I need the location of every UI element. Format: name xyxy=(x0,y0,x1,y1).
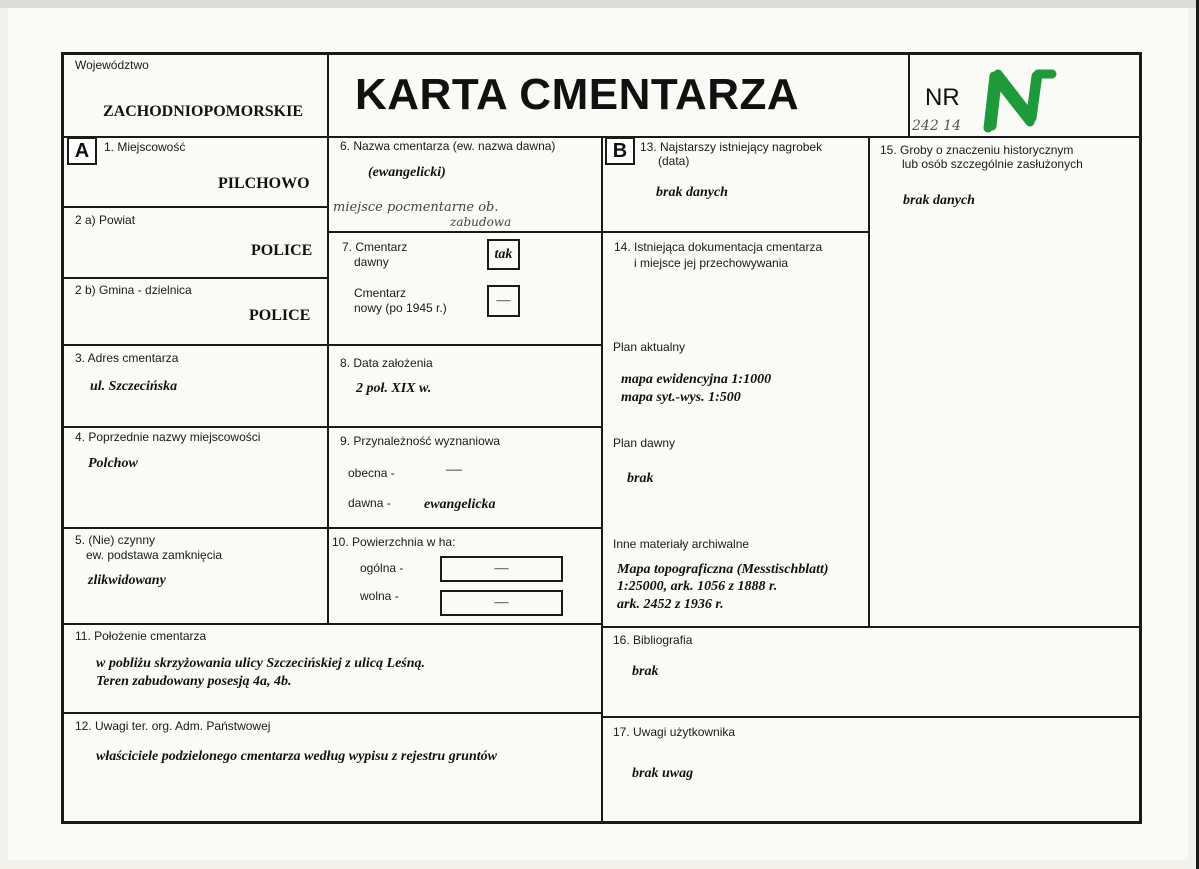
plan-aktualny-value-1: mapa ewidencyjna 1:1000 xyxy=(621,372,772,387)
f9-obecna-value: — xyxy=(446,461,462,478)
wojewodztwo-value: ZACHODNIOPOMORSKIE xyxy=(103,103,304,120)
f9-obecna-label: obecna - xyxy=(348,466,395,480)
f9-dawna-label: dawna - xyxy=(348,496,391,510)
f5-label-1: 5. (Nie) czynny xyxy=(75,533,156,547)
f11-label: 11. Położenie cmentarza xyxy=(75,629,207,643)
f4-label: 4. Poprzednie nazwy miejscowości xyxy=(75,430,261,444)
grid-line xyxy=(327,54,329,624)
f11-value-1: w pobliżu skrzyżowania ulicy Szczecińskiej z ulicą Leśną. xyxy=(96,656,426,671)
nr-handwritten: 242 14 xyxy=(912,118,961,134)
f2b-value: POLICE xyxy=(249,307,311,324)
f3-value: ul. Szczecińska xyxy=(90,379,178,394)
grid-line xyxy=(603,626,1140,628)
f10-wolna-label: wolna - xyxy=(360,589,399,603)
grid-line xyxy=(63,623,603,625)
page-title: KARTA CMENTARZA xyxy=(355,70,800,119)
f14-label-2: i miejsce jej przechowywania xyxy=(634,256,789,270)
section-b-marker: B xyxy=(605,137,635,165)
plan-dawny-label: Plan dawny xyxy=(613,436,676,450)
f6-label: 6. Nazwa cmentarza (ew. nazwa dawna) xyxy=(340,139,556,153)
section-a-marker: A xyxy=(67,137,97,165)
f8-label: 8. Data założenia xyxy=(340,356,433,370)
f7-dawny-box: tak xyxy=(487,239,520,270)
f6-handwritten-2: zabudowa xyxy=(450,215,512,229)
nr-label: NR xyxy=(925,84,960,111)
grid-line xyxy=(603,716,1140,718)
f10-label: 10. Powierzchnia w ha: xyxy=(332,535,456,549)
f15-label-2: lub osób szczególnie zasłużonych xyxy=(902,157,1083,171)
f6-handwritten-1: miejsce pocmentarne ob. xyxy=(333,200,499,215)
f7b-label-2: nowy (po 1945 r.) xyxy=(354,301,447,315)
f7b-label-1: Cmentarz xyxy=(354,286,407,300)
f17-label: 17. Uwagi użytkownika xyxy=(613,725,736,739)
grid-line xyxy=(601,136,603,824)
inne-value-3: ark. 2452 z 1936 r. xyxy=(617,597,724,612)
plan-dawny-value: brak xyxy=(627,471,654,486)
f7-label-2: dawny xyxy=(354,255,389,269)
f10-wolna-box: — xyxy=(440,590,563,616)
f10-ogolna-label: ogólna - xyxy=(360,561,404,575)
inne-value-1: Mapa topograficzna (Messtischblatt) xyxy=(617,562,829,577)
grid-line xyxy=(63,712,603,714)
f8-value: 2 poł. XIX w. xyxy=(356,381,432,396)
f3-label: 3. Adres cmentarza xyxy=(75,351,179,365)
f6-value: (ewangelicki) xyxy=(368,165,446,180)
f13-label-1: 13. Najstarszy istniejący nagrobek xyxy=(640,140,823,154)
grid-line xyxy=(327,231,603,233)
scan-top-strip xyxy=(0,0,1199,8)
f12-value: właściciele podzielonego cmentarza według wypisu z rejestru gruntów xyxy=(96,749,497,764)
grid-line xyxy=(63,344,603,346)
f2a-label: 2 a) Powiat xyxy=(75,213,136,227)
stamp-n-icon xyxy=(982,66,1062,136)
f13-label-2: (data) xyxy=(658,154,690,168)
f9-label: 9. Przynależność wyznaniowa xyxy=(340,434,501,448)
f2a-value: POLICE xyxy=(251,242,313,259)
grid-line xyxy=(63,527,603,529)
grid-line xyxy=(63,206,329,208)
f16-value: brak xyxy=(632,664,659,679)
f12-label: 12. Uwagi ter. org. Adm. Państwowej xyxy=(75,719,271,733)
f15-value: brak danych xyxy=(903,193,975,208)
plan-aktualny-value-2: mapa syt.-wys. 1:500 xyxy=(621,390,741,405)
f17-value: brak uwag xyxy=(632,766,694,781)
f13-value: brak danych xyxy=(656,185,728,200)
inne-value-2: 1:25000, ark. 1056 z 1888 r. xyxy=(617,579,778,594)
f14-label-1: 14. Istniejąca dokumentacja cmentarza xyxy=(614,240,823,254)
f1-label: 1. Miejscowość xyxy=(104,140,186,154)
grid-line xyxy=(63,277,329,279)
f7-nowy-box: — xyxy=(487,285,520,317)
plan-aktualny-label: Plan aktualny xyxy=(613,340,686,354)
grid-line xyxy=(603,231,869,233)
f10-ogolna-box: — xyxy=(440,556,563,582)
f7-label-1: 7. Cmentarz xyxy=(342,240,408,254)
f1-value: PILCHOWO xyxy=(218,175,310,192)
inne-label: Inne materiały archiwalne xyxy=(613,537,750,551)
f11-value-2: Teren zabudowany posesją 4a, 4b. xyxy=(96,674,292,689)
wojewodztwo-label: Województwo xyxy=(75,58,149,72)
f2b-label: 2 b) Gmina - dzielnica xyxy=(75,283,192,297)
grid-line xyxy=(868,136,870,628)
grid-line xyxy=(63,426,603,428)
f4-value: Polchow xyxy=(88,456,138,471)
f5-value: zlikwidowany xyxy=(88,573,166,588)
f16-label: 16. Bibliografia xyxy=(613,633,693,647)
f15-label-1: 15. Groby o znaczeniu historycznym xyxy=(880,143,1074,157)
f5-label-2: ew. podstawa zamknięcia xyxy=(86,548,223,562)
grid-line xyxy=(908,54,910,138)
f9-dawna-value: ewangelicka xyxy=(424,497,496,512)
